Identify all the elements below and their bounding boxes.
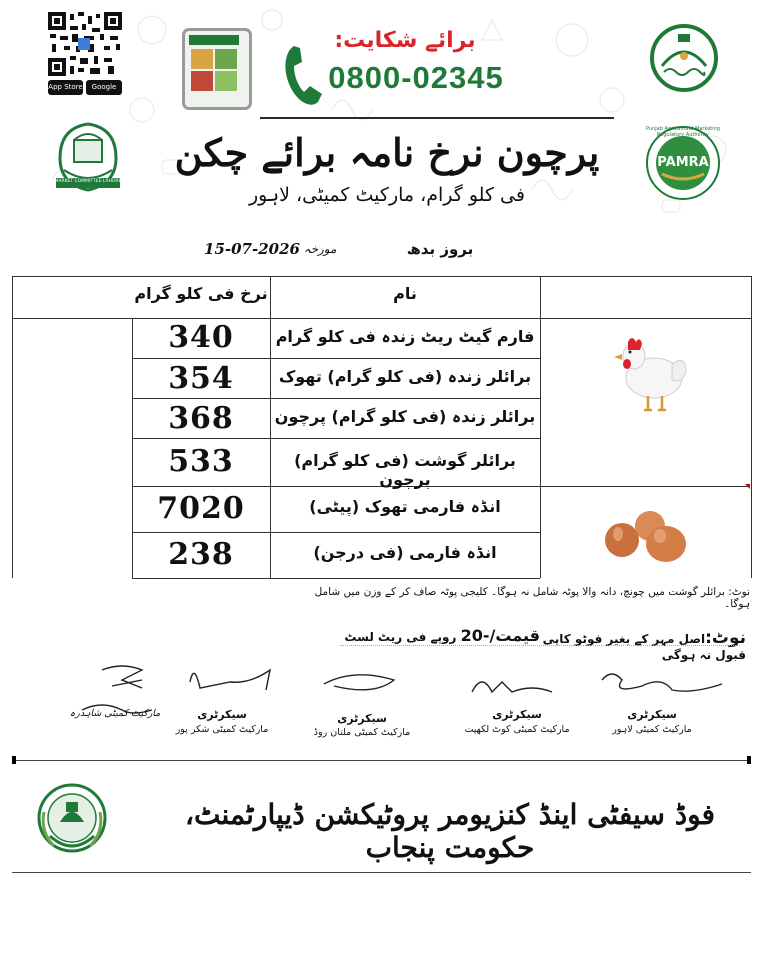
- table-border-left: [12, 276, 13, 578]
- signature-title: سیکرٹری: [337, 712, 387, 725]
- item-name: انڈہ فارمی تھوک (پیٹی): [309, 497, 501, 516]
- footer-department-name: فوڈ سیفٹی اینڈ کنزیومر پروٹیکشن ڈیپارٹمنٹ، حکومت پنجاب: [184, 798, 716, 864]
- pamra-logo-text: PAMRA: [657, 155, 709, 170]
- item-name: برائلر زندہ (فی کلو گرام) پرچون: [274, 407, 536, 426]
- corner-mark: [745, 484, 750, 489]
- signature-org: مارکیٹ کمیٹی شاہدرہ: [69, 708, 161, 719]
- signature-org: مارکیٹ کمیٹی لاہور: [612, 724, 692, 735]
- table-row-divider: [132, 438, 540, 439]
- item-name: فارم گیٹ ریٹ زندہ فی کلو گرام: [275, 327, 535, 346]
- signature-org: مارکیٹ کمیٹی ملتان روڈ: [313, 727, 411, 738]
- signature-org: مارکیٹ کمیٹی کوٹ لکھپت: [464, 724, 570, 735]
- item-price: 533: [168, 444, 234, 479]
- page-title: پرچون نرخ نامہ برائے چکن: [174, 130, 600, 175]
- app-store-badge[interactable]: App Store: [48, 80, 83, 95]
- signature-scribbles-icon: [12, 650, 751, 758]
- signature-title: سیکرٹری: [627, 708, 677, 721]
- complaint-label: برائے شکایت:: [334, 28, 476, 53]
- signature-area: [12, 650, 751, 758]
- google-play-badge[interactable]: Google Play: [86, 80, 122, 95]
- eggs-icon: [600, 508, 692, 564]
- section-divider: [12, 760, 751, 761]
- food-safety-department-logo-icon: [36, 772, 108, 866]
- note-prefix: نوٹ:: [705, 628, 746, 648]
- item-price: 238: [168, 537, 234, 572]
- item-name: انڈہ فارمی (فی درجن): [313, 543, 497, 562]
- table-row-divider: [132, 358, 540, 359]
- signature-title: سیکرٹری: [197, 708, 247, 721]
- item-name: برائلر گوشت (فی کلو گرام) پرچون: [294, 451, 516, 489]
- app-screen-icon: [185, 31, 243, 101]
- table-section-divider: [540, 486, 750, 487]
- table-price-left-border: [132, 318, 133, 578]
- note-offal: نوٹ: برائلر گوشت میں چونچ، دانہ والا پوٹہ شامل نہ ہوگا۔ کلیجی پوٹہ صاف کر کے وزن میں شامل ہوگا۔: [314, 586, 750, 610]
- market-committee-logo: [50, 118, 126, 198]
- price-note: [340, 626, 540, 645]
- price-note-text: روپے فی ریٹ لسٹ: [344, 630, 457, 644]
- header-banner: [12, 0, 752, 222]
- divider-end-mark: [747, 756, 751, 764]
- page-subtitle: فی کلو گرام، مارکیٹ کمیٹی، لاہور: [249, 184, 525, 206]
- divider-end-mark: [12, 756, 16, 764]
- item-price: 7020: [157, 491, 245, 526]
- helpline-number[interactable]: 0800-02345: [328, 60, 504, 95]
- table-row-divider: [132, 532, 540, 533]
- date-value: 15-07-2026: [204, 240, 300, 258]
- price-label: قیمت/-20: [460, 626, 540, 645]
- market-committee-logo-text: MARKET COMMITTEE LAHORE: [54, 179, 122, 184]
- qr-code-icon: [48, 12, 122, 76]
- item-name: برائلر زندہ (فی کلو گرام) تھوک: [278, 367, 532, 386]
- date-label: مورخہ: [303, 242, 337, 256]
- item-price: 368: [168, 401, 234, 436]
- item-price: 340: [168, 320, 234, 355]
- signature-title: سیکرٹری: [492, 708, 542, 721]
- column-header-name: نام: [393, 284, 417, 303]
- signature-org: مارکیٹ کمیٹی شکر پور: [175, 724, 269, 735]
- pamra-ring-text: Punjab Agricultural Marketing Regulatory Authority: [646, 126, 720, 138]
- table-border-bottom: [132, 578, 540, 579]
- day-label: بروز بدھ: [406, 240, 474, 258]
- header-divider: [260, 117, 614, 119]
- column-header-price: نرخ فی کلو گرام: [134, 284, 268, 303]
- chicken-icon: [612, 328, 688, 418]
- table-row-divider: [132, 398, 540, 399]
- mobile-app-image: [182, 28, 252, 110]
- market-committee-emblem-icon: [50, 118, 126, 198]
- punjab-government-logo-icon: [648, 18, 720, 102]
- footer-divider: [12, 872, 751, 873]
- item-price: 354: [168, 361, 234, 396]
- pamra-logo: [644, 124, 722, 202]
- note-divider: [340, 645, 740, 646]
- note-stamp-text: اصل مہر کے بغیر فوٹو کاپی قبول نہ ہوگی: [542, 632, 746, 662]
